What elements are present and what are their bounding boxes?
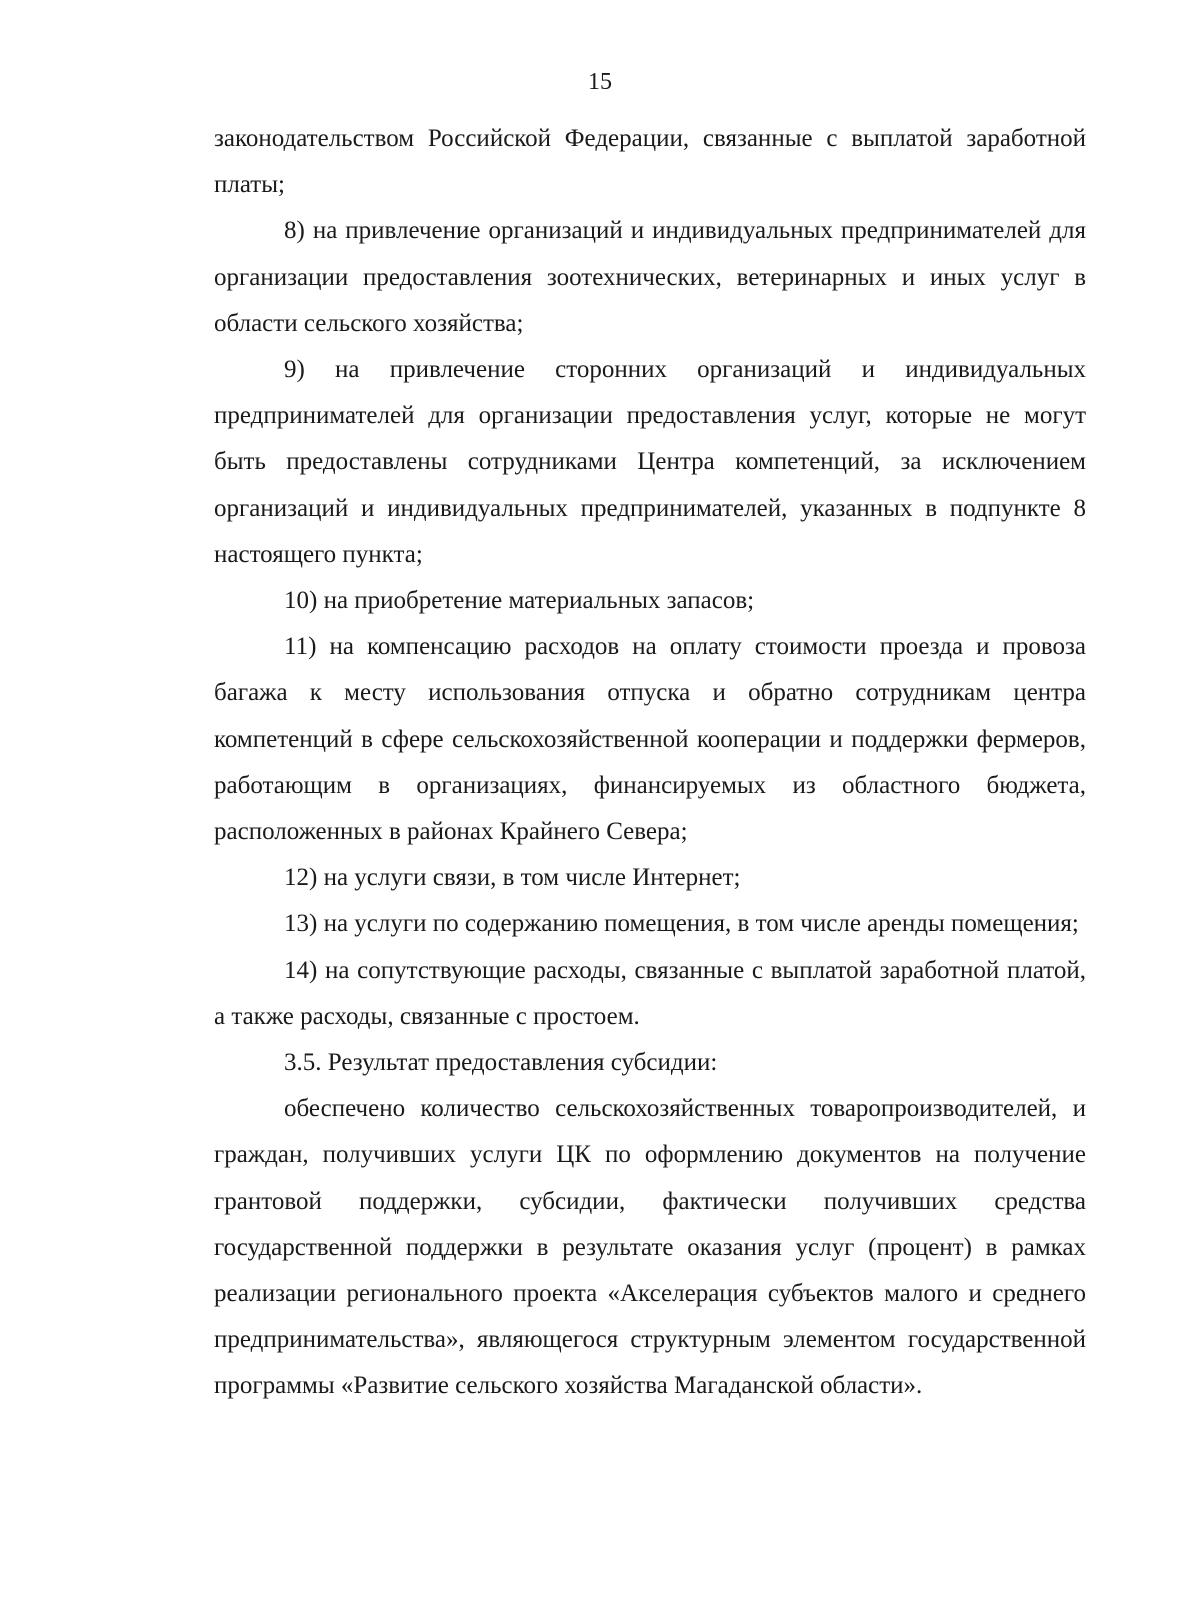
paragraph-item-14: 14) на сопутствующие расходы, связанные с выплатой заработной платой, а также расходы, связанные с простоем. (214, 956, 1086, 1030)
paragraph-item-10: 10) на приобретение материальных запасов; (284, 587, 755, 615)
paragraph-item-13: 13) на услуги по содержанию помещения, в том числе аренды помещения; (284, 910, 1079, 938)
paragraph-item-8: 8) на привлечение организаций и индивидуальных предпринимателей для организации предоставления зоотехнических, ветеринарных и иных услуг в области сельского хозяйства; (214, 217, 1086, 337)
paragraph-subsidy-result: обеспечено количество сельскохозяйственных товаропроизводителей, и граждан, получивших услуги ЦК по оформлению документов на получение грантовой поддержки, субсидии, фактически получивших средства государственной поддержки в результате оказания услуг (процент) в рамках реализации регионального проекта «Акселерация субъектов малого и среднего предпринимательства», являющегося структурным элементом государственной программы «Развитие сельского хозяйства Магаданской области». (214, 1095, 1086, 1400)
paragraph-salary-continuation: законодательством Российской Федерации, связанные с выплатой заработной платы; (214, 125, 1086, 199)
paragraph-section-3-5: 3.5. Результат предоставления субсидии: (284, 1049, 718, 1077)
paragraph-item-9: 9) на привлечение сторонних организаций и индивидуальных предпринимателей для организации предоставления услуг, которые не могут быть предоставлены сотрудниками Центра компетенций, за исключением организаций и индивидуальных предпринимателей, указанных в подпункте 8 настоящего пункта; (214, 356, 1086, 568)
document-body (214, 116, 1086, 1410)
paragraph-item-12: 12) на услуги связи, в том числе Интернет; (284, 864, 741, 892)
page-number: 15 (588, 69, 612, 95)
paragraph-item-11: 11) на компенсацию расходов на оплату стоимости проезда и провоза багажа к месту использования отпуска и обратно сотрудникам центра компетенций в сфере сельскохозяйственной кооперации и поддержки фермеров, работающим в организациях, финансируемых из областного бюджета, расположенных в районах Крайнего Севера; (214, 633, 1086, 846)
